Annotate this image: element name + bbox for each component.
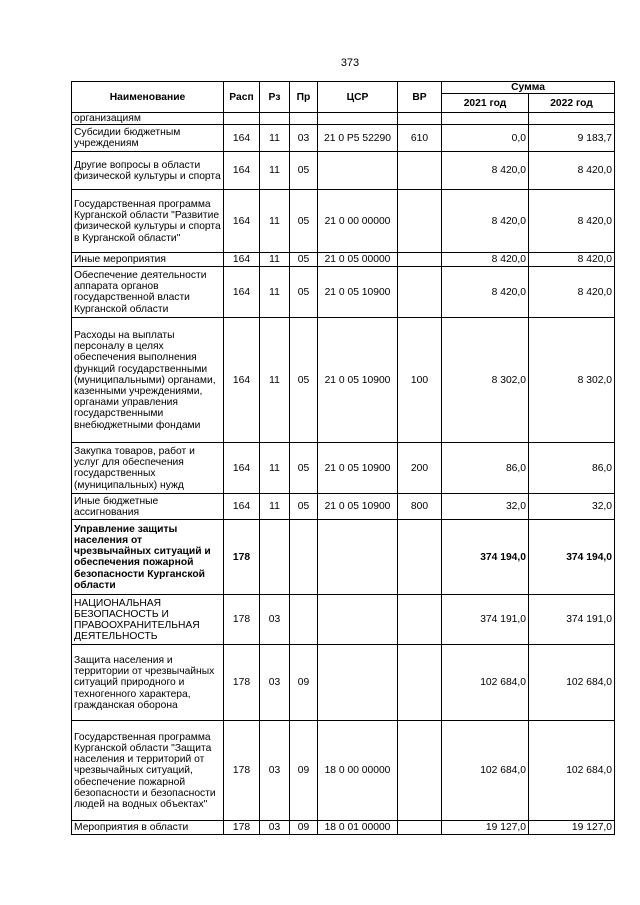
cell-rasp: 164 [224,318,260,443]
header-pr: Пр [290,82,318,113]
cell-csr: 21 0 05 00000 [318,253,398,267]
cell-name: Государственная программа Курганской области "Защита населения и территорий от чрезвычайных ситуаций, обеспечение пожарной безопасности и безопасности людей на водных объектах" [72,721,224,821]
cell-rasp: 178 [224,821,260,835]
cell-rz: 11 [260,253,290,267]
cell-pr: 09 [290,721,318,821]
cell-rasp: 164 [224,494,260,520]
cell-name: Защита населения и территории от чрезвычайных ситуаций природного и техногенного характера, гражданская оборона [72,645,224,721]
cell-pr: 05 [290,190,318,253]
header-csr: ЦСР [318,82,398,113]
cell-2021: 32,0 [442,494,529,520]
table-row [72,821,615,835]
cell-csr [318,520,398,595]
cell-pr: 05 [290,494,318,520]
cell-rasp [224,113,260,125]
cell-2022: 8 420,0 [529,253,615,267]
cell-2022: 19 127,0 [529,821,615,835]
budget-table [71,81,615,835]
cell-pr [290,520,318,595]
cell-rz: 11 [260,125,290,152]
table-body [72,113,615,835]
page-number: 373 [340,57,360,69]
cell-vr [398,520,442,595]
cell-2021: 374 194,0 [442,520,529,595]
cell-csr: 21 0 00 00000 [318,190,398,253]
table-row [72,520,615,595]
cell-csr: 18 0 00 00000 [318,721,398,821]
cell-name: Субсидии бюджетным учреждениям [72,125,224,152]
cell-2021: 8 420,0 [442,152,529,190]
cell-name: Иные мероприятия [72,253,224,267]
cell-name: Мероприятия в области [72,821,224,835]
cell-vr: 800 [398,494,442,520]
cell-pr: 05 [290,253,318,267]
table-row [72,113,615,125]
cell-2022: 86,0 [529,443,615,494]
cell-name: Управление защиты населения от чрезвычайных ситуаций и обеспечения пожарной безопасности Курганской области [72,520,224,595]
cell-rasp: 178 [224,645,260,721]
cell-rasp: 164 [224,267,260,318]
cell-rz: 11 [260,494,290,520]
cell-pr [290,595,318,645]
table-row [72,494,615,520]
cell-name: Обеспечение деятельности аппарата органов государственной власти Курганской области [72,267,224,318]
cell-rz [260,520,290,595]
cell-rasp: 164 [224,190,260,253]
cell-name: Государственная программа Курганской области "Развитие физической культуры и спорта в Курганской области" [72,190,224,253]
cell-rz: 11 [260,318,290,443]
cell-vr [398,821,442,835]
cell-2022: 102 684,0 [529,721,615,821]
cell-rz: 11 [260,190,290,253]
cell-2021: 8 302,0 [442,318,529,443]
cell-rasp: 164 [224,125,260,152]
cell-rz: 03 [260,821,290,835]
cell-rasp: 164 [224,443,260,494]
cell-rz [260,113,290,125]
table-row [72,443,615,494]
cell-csr: 21 0 05 10900 [318,443,398,494]
cell-rasp: 164 [224,152,260,190]
cell-pr [290,113,318,125]
cell-2022 [529,113,615,125]
cell-pr: 05 [290,443,318,494]
cell-2021: 8 420,0 [442,267,529,318]
cell-csr [318,595,398,645]
cell-pr: 05 [290,267,318,318]
cell-vr [398,645,442,721]
cell-rz: 11 [260,267,290,318]
cell-rz: 03 [260,595,290,645]
header-name: Наименование [72,82,224,113]
cell-vr [398,190,442,253]
cell-2022: 32,0 [529,494,615,520]
cell-2021: 0,0 [442,125,529,152]
header-vr: ВР [398,82,442,113]
cell-csr [318,645,398,721]
table-row [72,721,615,821]
cell-2021: 374 191,0 [442,595,529,645]
cell-2022: 8 302,0 [529,318,615,443]
header-2021: 2021 год [442,94,529,113]
cell-rz: 03 [260,645,290,721]
cell-csr: 18 0 01 00000 [318,821,398,835]
cell-rz: 11 [260,152,290,190]
table-row [72,267,615,318]
cell-2021: 102 684,0 [442,645,529,721]
cell-2021: 102 684,0 [442,721,529,821]
cell-2022: 102 684,0 [529,645,615,721]
cell-pr: 03 [290,125,318,152]
table-row [72,125,615,152]
cell-csr: 21 0 05 10900 [318,318,398,443]
header-sum: Сумма [442,82,615,94]
cell-2021: 86,0 [442,443,529,494]
table-row [72,253,615,267]
cell-name: Закупка товаров, работ и услуг для обеспечения государственных (муниципальных) нужд [72,443,224,494]
header-rasp: Расп [224,82,260,113]
table-row [72,318,615,443]
cell-vr [398,267,442,318]
cell-vr [398,721,442,821]
cell-csr: 21 0 05 10900 [318,494,398,520]
cell-vr [398,595,442,645]
cell-2021: 19 127,0 [442,821,529,835]
cell-rasp: 178 [224,721,260,821]
cell-2021 [442,113,529,125]
cell-2021: 8 420,0 [442,190,529,253]
cell-name: Другие вопросы в области физической культуры и спорта [72,152,224,190]
cell-rasp: 164 [224,253,260,267]
cell-2022: 9 183,7 [529,125,615,152]
cell-2021: 8 420,0 [442,253,529,267]
cell-vr: 100 [398,318,442,443]
cell-csr: 21 0 Р5 52290 [318,125,398,152]
cell-name: организациям [72,113,224,125]
table-row [72,595,615,645]
cell-vr: 200 [398,443,442,494]
cell-2022: 8 420,0 [529,190,615,253]
cell-rasp: 178 [224,595,260,645]
cell-vr [398,152,442,190]
header-2022: 2022 год [529,94,615,113]
cell-2022: 8 420,0 [529,267,615,318]
cell-name: Иные бюджетные ассигнования [72,494,224,520]
cell-pr: 05 [290,318,318,443]
cell-vr [398,253,442,267]
cell-pr: 09 [290,821,318,835]
cell-2022: 8 420,0 [529,152,615,190]
cell-csr: 21 0 05 10900 [318,267,398,318]
cell-vr [398,113,442,125]
cell-name: Расходы на выплаты персоналу в целях обеспечения выполнения функций государственными (муниципальными) органами, казенными учреждениями, органами управления государственными внебюджетными фондами [72,318,224,443]
cell-name: НАЦИОНАЛЬНАЯ БЕЗОПАСНОСТЬ И ПРАВООХРАНИТЕЛЬНАЯ ДЕЯТЕЛЬНОСТЬ [72,595,224,645]
cell-2022: 374 191,0 [529,595,615,645]
table-row [72,190,615,253]
cell-csr [318,113,398,125]
table-row [72,645,615,721]
cell-pr: 09 [290,645,318,721]
cell-vr: 610 [398,125,442,152]
cell-2022: 374 194,0 [529,520,615,595]
cell-pr: 05 [290,152,318,190]
cell-rz: 11 [260,443,290,494]
cell-csr [318,152,398,190]
header-rz: Рз [260,82,290,113]
cell-rz: 03 [260,721,290,821]
table-row [72,152,615,190]
cell-rasp: 178 [224,520,260,595]
